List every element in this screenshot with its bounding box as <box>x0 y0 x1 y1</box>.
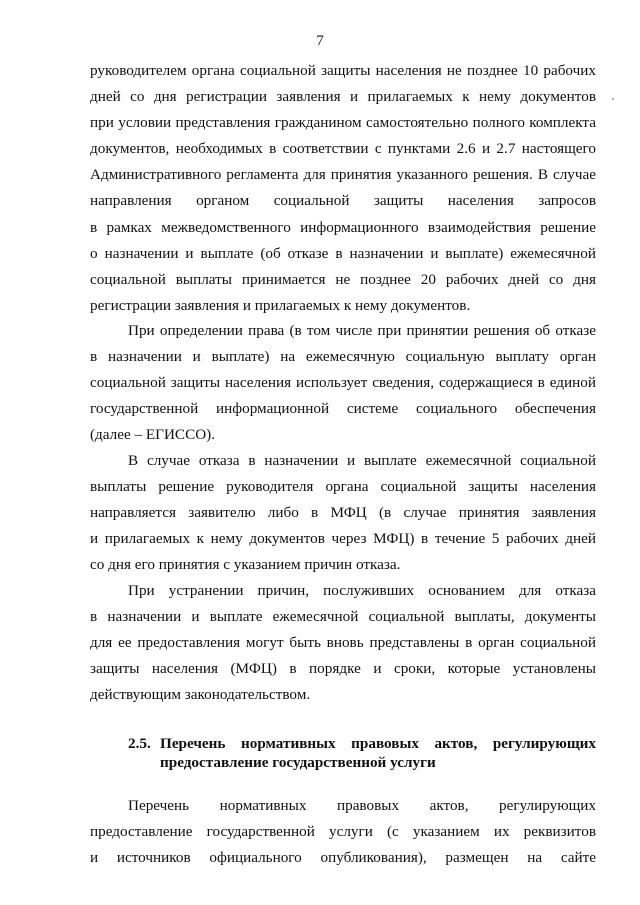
section-title-line: Перечень нормативных правовых актов, регулирующих <box>160 735 596 752</box>
page-number: 7 <box>316 33 324 49</box>
section-title-line: предоставление государственной услуги <box>160 754 436 771</box>
paragraph-line: государственной информационной системе социального обеспечения <box>90 400 596 418</box>
paragraph-line: социальной выплаты принимается не позднее 20 рабочих дней со дня <box>90 270 596 288</box>
paragraph-line: (далее – ЕГИССО). <box>90 426 216 444</box>
section-number: 2.5. <box>128 735 151 752</box>
paragraph-line: Перечень нормативных правовых актов, регулирующих <box>128 797 596 814</box>
paragraph-1 <box>90 58 596 319</box>
paragraph-line: в назначении и выплате ежемесячной социальной выплаты, документы <box>90 608 596 626</box>
paragraph-line: о назначении и выплате (об отказе в назначении и выплате) ежемесячной <box>90 244 596 262</box>
paragraph-line: и источников официального опубликования), размещен на сайте <box>90 849 596 867</box>
paragraph-line: Административного регламента для принятия указанного решения. В случае <box>90 166 596 184</box>
paragraph-4 <box>90 578 596 708</box>
paragraph-line: действующим законодательством. <box>90 686 311 704</box>
paragraph-line: для ее предоставления могут быть вновь представлены в орган социальной <box>90 634 596 652</box>
section-title <box>160 734 596 772</box>
paragraph-line: документов, необходимых в соответствии с пунктами 2.6 и 2.7 настоящего <box>90 140 596 158</box>
scan-artifact-dot <box>612 98 614 100</box>
paragraph-line: в назначении и выплате) на ежемесячную социальную выплату орган <box>90 348 596 366</box>
paragraph-line: В случае отказа в назначении и выплате ежемесячной социальной <box>128 452 596 469</box>
paragraph-line: дней со дня регистрации заявления и прилагаемых к нему документов <box>90 88 596 106</box>
paragraph-line: направления органом социальной защиты населения запросов <box>90 192 596 210</box>
paragraph-line: При устранении причин, послуживших основанием для отказа <box>128 582 596 599</box>
paragraph-line: регистрации заявления и прилагаемых к нему документов. <box>90 296 471 314</box>
paragraph-line: руководителем органа социальной защиты населения не позднее 10 рабочих <box>90 62 596 79</box>
paragraph-3 <box>90 448 596 578</box>
paragraph-line: предоставление государственной услуги (с указанием их реквизитов <box>90 823 596 841</box>
paragraph-line: и прилагаемых к нему документов через МФЦ) в течение 5 рабочих дней <box>90 530 596 548</box>
paragraph-line: выплаты решение руководителя органа социальной защиты населения <box>90 478 596 496</box>
paragraph-line: При определении права (в том числе при принятии решения об отказе <box>128 322 596 339</box>
paragraph-2 <box>90 318 596 448</box>
paragraph-line: социальной защиты населения использует сведения, содержащиеся в единой <box>90 374 596 392</box>
paragraph-line: защиты населения (МФЦ) в порядке и сроки, которые установлены <box>90 660 596 678</box>
paragraph-line: при условии представления гражданином самостоятельно полного комплекта <box>90 114 596 132</box>
paragraph-line: направляется заявителю либо в МФЦ (в случае принятия заявления <box>90 504 596 522</box>
paragraph-line: со дня его принятия с указанием причин отказа. <box>90 556 401 574</box>
paragraph-line: в рамках межведомственного информационного взаимодействия решение <box>90 218 596 236</box>
paragraph-5 <box>90 793 596 871</box>
